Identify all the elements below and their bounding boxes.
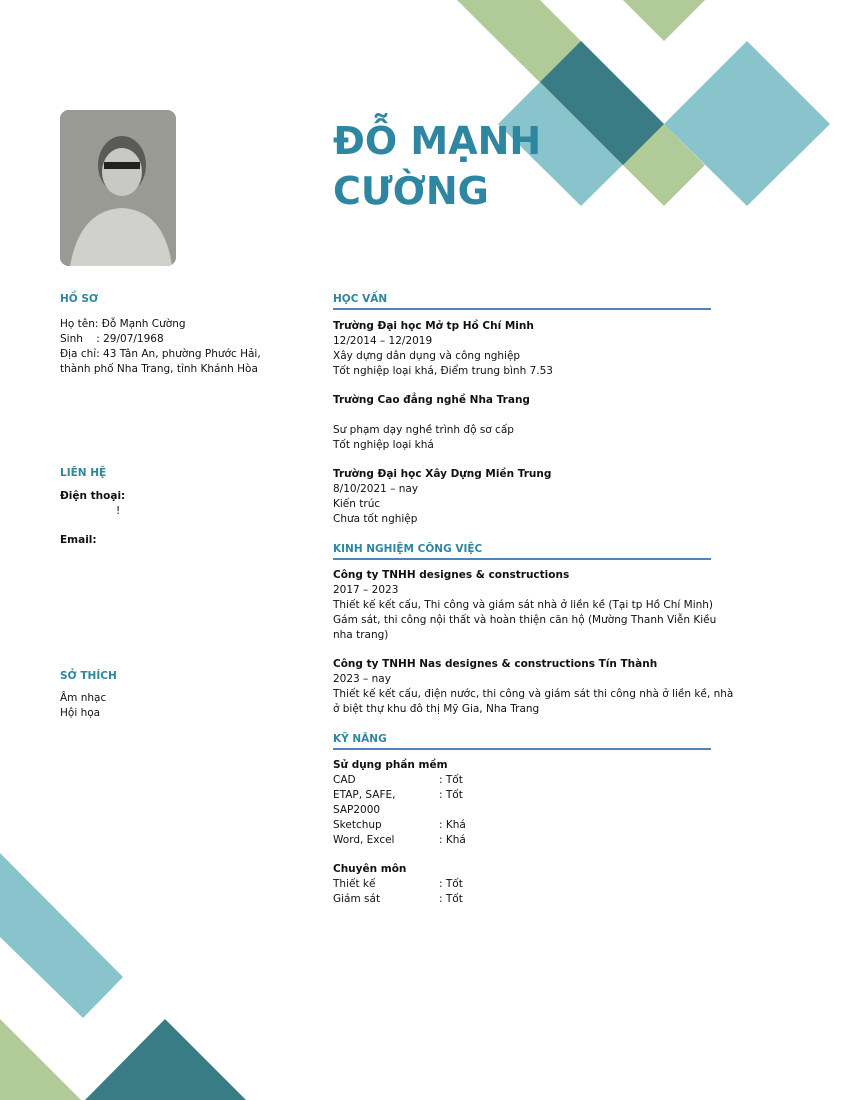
- hobby-item: Âm nhạc: [60, 692, 107, 704]
- skill-level: : Tốt: [439, 789, 463, 801]
- skill-name: ETAP, SAFE, SAP2000: [333, 789, 396, 816]
- edu-line: 8/10/2021 – nay: [333, 483, 419, 495]
- hobby-item: Hội họa: [60, 707, 101, 719]
- skills-list: [333, 758, 466, 907]
- edu-line: Tốt nghiệp loại khá, Điểm trung bình 7.53: [333, 365, 553, 377]
- edu-line: Xây dựng dân dụng và công nghiệp: [333, 350, 521, 362]
- skill-level: : Tốt: [439, 893, 463, 905]
- dark-triangle-bottom: [85, 1019, 246, 1100]
- experience-heading: KINH NGHIỆM CÔNG VIỆC: [333, 543, 711, 560]
- address-line: thành phố Nha Trang, tỉnh Khánh Hòa: [60, 363, 258, 375]
- skill-name: Thiết kế: [333, 878, 376, 890]
- exp-line: Gám sát, thi công nội thất và hoàn thiện căn hộ (Mường Thanh Viễn Kiều: [333, 614, 717, 626]
- profile-heading: HỒ SƠ: [60, 293, 99, 305]
- blue-diamond-right: [664, 41, 830, 206]
- skill-group-title: Sử dụng phần mềm: [333, 759, 448, 771]
- education-heading: HỌC VẤN: [333, 293, 711, 310]
- phone-label: Điện thoại:: [60, 490, 126, 502]
- skill-level: : Khá: [439, 834, 466, 846]
- skill-row: [333, 773, 466, 788]
- exp-line: ở biệt thự khu đô thị Mỹ Gia, Nha Trang: [333, 703, 540, 715]
- page-title: ĐỖ MẠNH CƯỜNG: [333, 119, 542, 213]
- profile-photo: [60, 110, 176, 266]
- skill-name: Giám sát: [333, 893, 381, 905]
- skill-level: : Tốt: [439, 878, 463, 890]
- address-line: Địa chỉ: 43 Tân An, phường Phước Hải,: [60, 348, 261, 360]
- profile-info: [60, 317, 261, 377]
- email-label: Email:: [60, 534, 97, 546]
- exp-line: Thiết kế kết cấu, điện nước, thi công và giám sát thi công nhà ở liền kề, nhà: [333, 688, 734, 700]
- edu-line: Chưa tốt nghiệp: [333, 513, 418, 525]
- skills-heading: KỸ NĂNG: [333, 733, 711, 750]
- exp-line: nha trang): [333, 629, 389, 641]
- skill-level: : Tốt: [439, 774, 463, 786]
- edu-line: 12/2014 – 12/2019: [333, 335, 433, 347]
- skill-row: [333, 788, 466, 818]
- green-triangle-top: [623, 0, 705, 41]
- school-name: Trường Đại học Mở tp Hồ Chí Minh: [333, 320, 534, 332]
- company-name: Công ty TNHH designes & constructions: [333, 569, 570, 581]
- school-name: Trường Đại học Xây Dựng Miền Trung: [333, 468, 552, 480]
- skill-row: [333, 818, 466, 833]
- edu-line: Tốt nghiệp loại khá: [333, 439, 434, 451]
- birth-date: Sinh : 29/07/1968: [60, 333, 164, 345]
- experience-list: [333, 568, 733, 717]
- blue-stripe-bottom: [0, 853, 123, 1018]
- exp-line: 2017 – 2023: [333, 584, 399, 596]
- skill-group-title: Chuyên môn: [333, 863, 407, 875]
- skill-row: [333, 892, 466, 907]
- phone-value: !: [116, 505, 121, 517]
- school-name: Trường Cao đẳng nghề Nha Trang: [333, 394, 530, 406]
- skill-level: : Khá: [439, 819, 466, 831]
- green-triangle-bottom: [0, 1019, 81, 1100]
- skill-name: CAD: [333, 774, 356, 786]
- skill-name: Word, Excel: [333, 834, 395, 846]
- hobbies-heading: SỞ THÍCH: [60, 670, 117, 682]
- full-name: Họ tên: Đỗ Mạnh Cường: [60, 318, 186, 330]
- skill-name: Sketchup: [333, 819, 382, 831]
- edu-line: Kiến trúc: [333, 498, 381, 510]
- hobbies-list: [60, 691, 106, 721]
- skill-row: [333, 833, 466, 848]
- contact-heading: LIÊN HỆ: [60, 467, 107, 479]
- skill-row: [333, 877, 466, 892]
- company-name: Công ty TNHH Nas designes & constructions Tín Thành: [333, 658, 658, 670]
- edu-line: [333, 408, 553, 423]
- edu-line: Sư phạm dạy nghề trình độ sơ cấp: [333, 424, 514, 436]
- education-list: [333, 319, 553, 527]
- person-silhouette: [60, 110, 176, 266]
- exp-line: 2023 – nay: [333, 673, 391, 685]
- exp-line: Thiết kế kết cấu, Thi công và giám sát nhà ở liền kề (Tại tp Hồ Chí Minh): [333, 599, 714, 611]
